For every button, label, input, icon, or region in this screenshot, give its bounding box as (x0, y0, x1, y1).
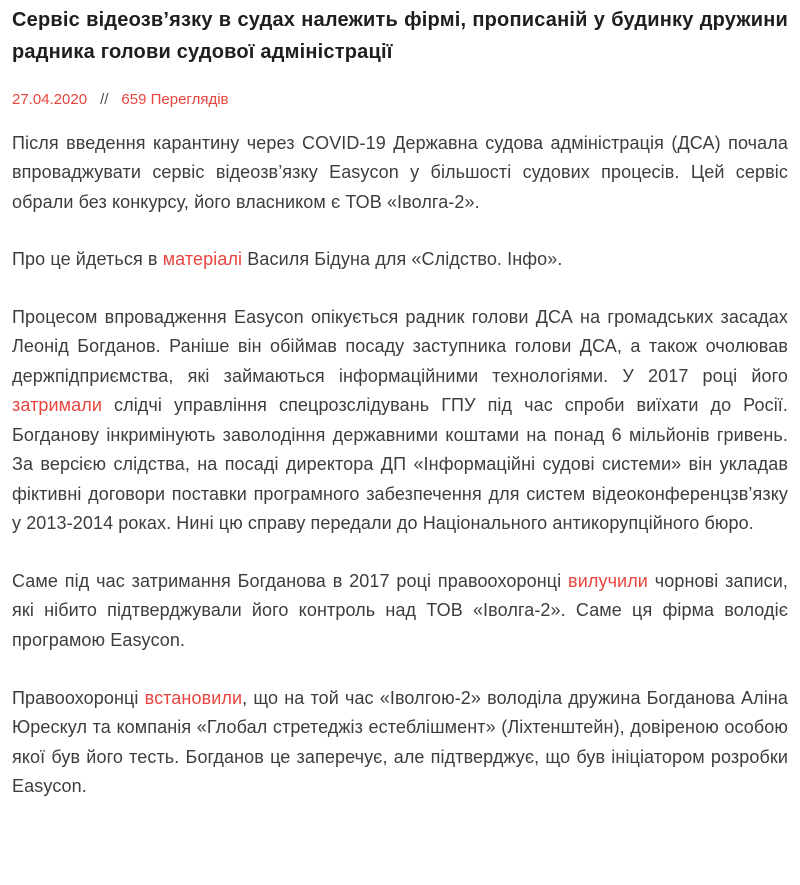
inline-link[interactable]: вилучили (568, 570, 648, 591)
article-meta (12, 91, 788, 108)
article-views-count: 659 Переглядів (121, 90, 229, 108)
article-paragraph (12, 129, 788, 218)
article-paragraph (12, 684, 788, 802)
paragraph-text: , що на той час «Іволгою-2» володіла дружина Богданова Аліна Юрескул та компанія «Глобал стретеджіз естеблішмент» (Ліхтенштейн), довіреною особою якої був його тесть. Богданов це заперечує, але підтверджує, що був ініціатором розробки Easycon. (12, 687, 788, 797)
meta-separator: // (100, 90, 109, 108)
paragraph-text: Про це йдеться в (12, 249, 163, 270)
article-title: Сервіс відеозв’язку в судах належить фірмі, прописаній у будинку дружини радника голови судової адміністрації (12, 9, 788, 64)
paragraph-text: Після введення карантину через COVID-19 Державна судова адміністрація (ДСА) почала впроваджувати сервіс відеозв’язку Easycon у більшості судових процесів. Цей сервіс обрали без конкурсу, його власником є ТОВ «Іволга-2». (12, 132, 788, 212)
article-paragraph (12, 303, 788, 539)
paragraph-text: Правоохоронці (12, 687, 145, 708)
paragraph-text: Процесом впровадження Easycon опікується радник голови ДСА на громадських засадах Леонід Богданов. Раніше він обіймав посаду заступника голови ДСА, а також очолював держпідприємства, які займаються інформаційними технологіями. У 2017 році його (12, 306, 788, 386)
article-body (12, 129, 788, 802)
inline-link[interactable]: встановили (144, 687, 243, 708)
paragraph-text: Василя Бідуна для «Слідство. Інфо». (242, 249, 563, 270)
article-date: 27.04.2020 (12, 90, 88, 108)
paragraph-text: слідчі управління спецрозслідувань ГПУ під час спроби виїхати до Росії. Богданову інкримінують заволодіння державними коштами на понад 6 мільйонів гривень. За версією слідства, на посаді директора ДП «Інформаційні судові системи» він укладав фіктивні договори поставки програмного забезпечення для систем відеоконференцзв’язку у 2013-2014 роках. Нині цю справу передали до Національного антикорупційного бюро. (12, 395, 788, 534)
inline-link[interactable]: затримали (12, 395, 103, 416)
inline-link[interactable]: матеріалі (162, 249, 243, 270)
paragraph-text: Саме під час затримання Богданова в 2017 році правоохоронці (12, 570, 569, 591)
article-paragraph (12, 245, 788, 275)
article-paragraph (12, 567, 788, 656)
paragraph-text: чорнові записи, які нібито підтверджували його контроль над ТОВ «Іволга-2». Саме ця фірма володіє програмою Easycon. (12, 570, 788, 650)
